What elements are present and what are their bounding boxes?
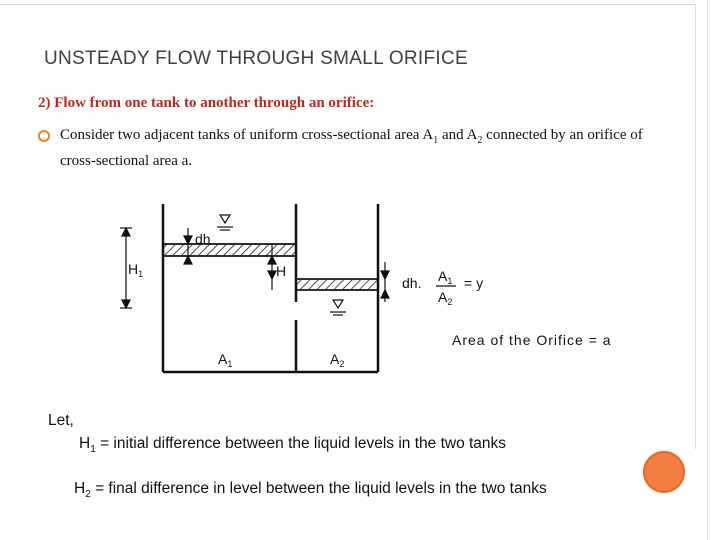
- frame-right-line: [695, 4, 696, 449]
- slide-title: UNSTEADY FLOW THROUGH SMALL ORIFICE: [44, 48, 468, 69]
- water-level-symbol-1: [220, 215, 230, 223]
- label-area-of-orifice: Area of the Orifice = a: [452, 332, 612, 348]
- let-label: Let,: [48, 412, 74, 429]
- label-dh: dh: [195, 231, 211, 247]
- tank2-dh-hatch: [297, 280, 377, 289]
- label-h1: $H_1$: [128, 261, 144, 279]
- bullet-text: Consider two adjacent tanks of uniform cross-sectional area $A_1$ and $A_2$ connected by an orifice of cross-sectional area a.: [60, 127, 643, 169]
- slide-subheading: 2) Flow from one tank to another through an orifice:: [38, 95, 375, 111]
- label-a1: $A_1$: [218, 351, 233, 369]
- h2-definition: $H_2$ = final difference in level between the liquid levels in the two tanks: [74, 480, 547, 501]
- tank1-dh-hatch: [164, 245, 295, 255]
- h1-definition: $H_1$ = initial difference between the liquid levels in the two tanks: [79, 435, 507, 456]
- frame-right-line-outer: [707, 0, 708, 540]
- label-fraction-denominator: $A_2$: [438, 289, 453, 307]
- label-equals-y: = y: [464, 275, 484, 291]
- decorative-orange-circle: [643, 451, 685, 493]
- label-dh-ratio-prefix: dh.: [402, 275, 422, 291]
- two-tank-diagram: [100, 192, 660, 387]
- water-level-symbol-2: [333, 300, 343, 308]
- label-fraction-numerator: $A_1$: [438, 268, 453, 286]
- label-h: H: [276, 263, 287, 279]
- bullet-circle-icon: [38, 130, 50, 142]
- frame-top-line: [0, 4, 695, 5]
- label-a2: $A_2$: [330, 351, 345, 369]
